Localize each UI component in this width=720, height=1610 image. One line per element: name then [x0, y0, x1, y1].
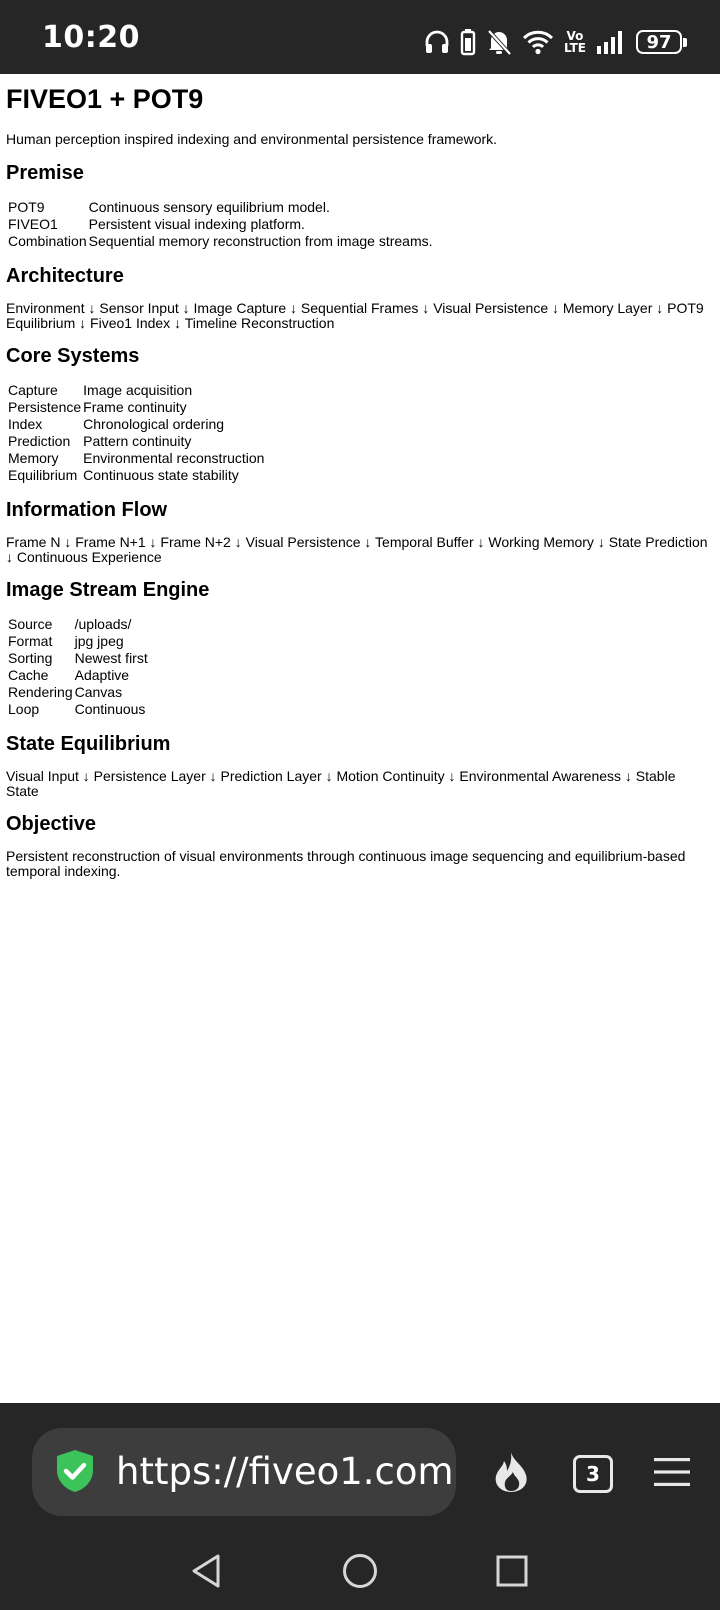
- table-row: [8, 451, 264, 466]
- table-row: [8, 434, 264, 449]
- status-icons: [424, 26, 682, 58]
- architecture-text: Environment ↓ Sensor Input ↓ Image Capture ↓ Sequential Frames ↓ Visual Persistence ↓ Memory Layer ↓ POT9 Equilibrium ↓ Fiveo1 Index ↓ Timeline Reconstruction: [6, 300, 704, 331]
- row-value: Frame continuity: [83, 399, 187, 415]
- row-key: Loop: [8, 701, 40, 717]
- table-row: [8, 383, 264, 398]
- table-row: [8, 634, 148, 649]
- row-key: Persistence: [8, 399, 82, 415]
- row-key: FIVEO1: [8, 216, 58, 232]
- table-row: [8, 234, 433, 249]
- row-value: /uploads/: [74, 616, 132, 632]
- table-row: [8, 217, 433, 232]
- row-key: Equilibrium: [8, 467, 78, 483]
- row-key: Prediction: [8, 433, 71, 449]
- information-flow-text: Frame N ↓ Frame N+1 ↓ Frame N+2 ↓ Visual Persistence ↓ Temporal Buffer ↓ Working Memory ↓ State Prediction ↓ Continuous Experience: [6, 534, 708, 565]
- battery-level: 97: [636, 30, 682, 54]
- architecture-heading: Architecture: [6, 265, 124, 287]
- battery-saver-icon: [460, 28, 476, 56]
- row-key: Sorting: [8, 650, 53, 666]
- row-key: Rendering: [8, 684, 73, 700]
- table-row: [8, 685, 148, 700]
- row-value: Continuous state stability: [83, 467, 239, 483]
- row-key: Index: [8, 416, 43, 432]
- volte-label-bottom: LTE: [563, 41, 586, 55]
- state-equilibrium-heading: State Equilibrium: [6, 733, 171, 755]
- core-systems-table: [6, 381, 266, 485]
- table-row: [8, 417, 264, 432]
- tab-count-button[interactable]: 3: [573, 1455, 613, 1493]
- row-value: Continuous sensory equilibrium model.: [88, 199, 330, 215]
- table-row: [8, 702, 148, 717]
- hamburger-menu-icon[interactable]: [654, 1458, 690, 1486]
- back-nav-icon[interactable]: [190, 1553, 222, 1589]
- premise-table: [6, 198, 435, 251]
- wifi-icon: [522, 29, 554, 55]
- table-row: [8, 668, 148, 683]
- row-value: Image acquisition: [83, 382, 193, 398]
- status-time: 10:20: [42, 20, 140, 55]
- table-row: [8, 617, 148, 632]
- page-title: FIVEO1 + POT9: [6, 84, 204, 114]
- row-value: jpg jpeg: [74, 633, 124, 649]
- cellular-signal-icon: [596, 29, 626, 55]
- row-value: Sequential memory reconstruction from image streams.: [88, 233, 433, 249]
- row-key: POT9: [8, 199, 45, 215]
- row-key: Cache: [8, 667, 49, 683]
- objective-text: Persistent reconstruction of visual environments through continuous image sequencing and equilibrium-based temporal indexing.: [6, 848, 686, 879]
- row-value: Continuous: [74, 701, 146, 717]
- shield-check-icon[interactable]: [54, 1448, 96, 1494]
- recents-nav-icon[interactable]: [496, 1555, 528, 1587]
- row-value: Environmental reconstruction: [83, 450, 265, 466]
- row-key: Memory: [8, 450, 59, 466]
- page-content: [6, 74, 712, 879]
- browser-bottom-bar: [0, 1403, 720, 1610]
- row-key: Source: [8, 616, 53, 632]
- table-row: [8, 651, 148, 666]
- table-row: [8, 400, 264, 415]
- image-stream-engine-heading: Image Stream Engine: [6, 579, 210, 601]
- premise-heading: Premise: [6, 162, 84, 184]
- row-value: Adaptive: [74, 667, 130, 683]
- row-key: Combination: [8, 233, 87, 249]
- core-systems-heading: Core Systems: [6, 345, 140, 367]
- volte-indicator: [564, 30, 586, 54]
- bell-muted-icon: [486, 28, 512, 56]
- row-key: Capture: [8, 382, 58, 398]
- information-flow-heading: Information Flow: [6, 499, 168, 521]
- row-value: Pattern continuity: [83, 433, 192, 449]
- status-bar: [0, 0, 720, 74]
- row-key: Format: [8, 633, 53, 649]
- volte-label-top: Vo: [566, 29, 584, 43]
- fire-icon[interactable]: [492, 1451, 530, 1493]
- row-value: Newest first: [74, 650, 148, 666]
- url-text[interactable]: https://fiveo1.com: [116, 1450, 454, 1493]
- row-value: Persistent visual indexing platform.: [88, 216, 305, 232]
- page-intro: Human perception inspired indexing and environmental persistence framework.: [6, 131, 498, 147]
- address-bar[interactable]: [32, 1428, 456, 1516]
- row-value: Canvas: [74, 684, 123, 700]
- state-equilibrium-text: Visual Input ↓ Persistence Layer ↓ Prediction Layer ↓ Motion Continuity ↓ Environmental Awareness ↓ Stable State: [6, 768, 676, 799]
- headphones-icon: [424, 29, 450, 55]
- table-row: [8, 200, 433, 215]
- table-row: [8, 468, 264, 483]
- row-value: Chronological ordering: [83, 416, 225, 432]
- objective-heading: Objective: [6, 813, 97, 835]
- home-nav-icon[interactable]: [342, 1553, 378, 1589]
- image-stream-engine-table: [6, 615, 150, 719]
